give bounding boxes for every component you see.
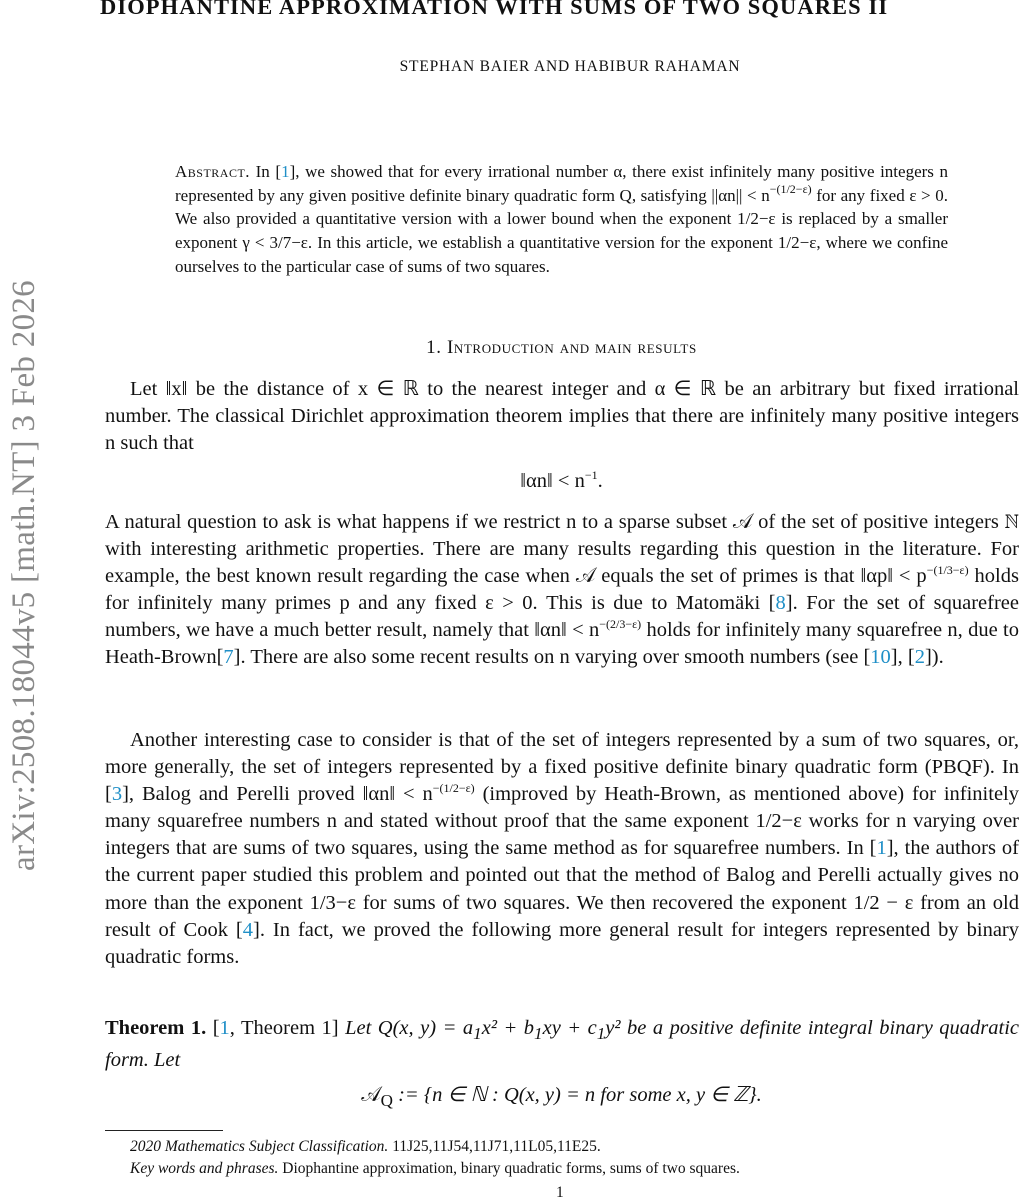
citation-link[interactable]: 1 <box>876 837 887 860</box>
citation-link[interactable]: 7 <box>223 646 234 669</box>
citation-link[interactable]: 2 <box>914 646 925 669</box>
citation-link[interactable]: 4 <box>242 918 253 941</box>
theorem-label: Theorem 1. <box>105 1017 207 1039</box>
footnote-divider <box>105 1130 223 1131</box>
display-equation-dirichlet: ‖αn‖ < $n^{-1}$. <box>520 468 603 492</box>
footnote-msc: 2020 Mathematics Subject Classification. 11J25,11J54,11J71,11L05,11E25. <box>130 1138 601 1155</box>
citation-link[interactable]: 3 <box>111 783 123 806</box>
paragraph-sums-of-two-squares: Another interesting case to consider is that of the set of integers represented by a sum of two squares, or, more generally, the set of integers represented by a fixed positive definite binary quadratic form (PBQF). In [3], Balog and Perelli proved ‖αn‖ < $n^{-(1/2-\varepsilon)}$ (improved by Heath-Brown, as mentioned above) for infinitely many squarefree numbers n and stated without proof that the same exponent 1/2−ε works for n varying over integers that are sums of two squares, using the same method as for squarefree numbers. In [1], the authors of the current paper studied this problem and pointed out that the method of Balog and Perelli actually gives no more than the exponent 1/3−ε for sums of two squares. We then recovered the exponent 1/2 − ε from an old result of Cook [4]. In fact, we proved the following more general result for integers represented by binary quadratic forms. <box>105 729 1020 968</box>
page-number: 1 <box>556 1184 564 1200</box>
paragraph-intro: Let ‖x‖ be the distance of x ∈ ℝ to the nearest integer and α ∈ ℝ be an arbitrary but fixed irrational number. The classical Dirichlet approximation theorem implies that there are infinitely many positive integers n such that <box>105 378 1019 455</box>
section-heading: 1. Introduction and main results <box>426 337 697 358</box>
abstract: Abstract. In [1], we showed that for every irrational number α, there exist infinitely many positive integers n represented by any given positive definite binary quadratic form Q, satisfying $||\alpha n|| < n^{-(1/2-\varepsilon)}$ for any fixed ε > 0. We also provided a quantitative version with a lower bound when the exponent 1/2−ε is replaced by a smaller exponent γ < 3/7−ε. In this article, we establish a quantitative version for the exponent 1/2−ε, where we confine ourselves to the particular case of sums of two squares. <box>175 162 949 276</box>
abstract-label: Abstract. <box>175 162 251 181</box>
citation-link[interactable]: 8 <box>775 592 786 615</box>
arxiv-identifier-stamp <box>4 200 44 950</box>
citation-link[interactable]: 10 <box>870 646 891 669</box>
arxiv-stamp-text: arXiv:2508.18044v5 [math.NT] 3 Feb 2026 <box>5 279 42 871</box>
citation-link[interactable]: 1 <box>219 1017 230 1039</box>
display-equation-aq: 𝒜$_Q$ := {n ∈ ℕ : Q(x, y) = n for some x, y ∈ ℤ}. <box>361 1084 762 1111</box>
theorem-1: Theorem 1. [1, Theorem 1] Let Q(x, $y) = a_1x^2 + b_1xy + c_1y^2$ be a positive definite integral binary quadratic form. Let <box>105 1017 1020 1072</box>
footnote-keywords: Key words and phrases. Diophantine approximation, binary quadratic forms, sums of two squares. <box>130 1160 740 1177</box>
paragraph-sparse-subsets: A natural question to ask is what happens if we restrict n to a sparse subset 𝒜 of the set of positive integers ℕ with interesting arithmetic properties. There are many results regarding this question in the literature. For example, the best known result regarding the case when 𝒜 equals the set of primes is that ‖αp‖ < $p^{-(1/3-\varepsilon)}$ holds for infinitely many primes p and any fixed ε > 0. This is due to Matomäki [8]. For the set of squarefree numbers, we have a much better result, namely that ‖αn‖ < $n^{-(2/3-\varepsilon)}$ holds for infinitely many squarefree n, due to Heath-Brown[7]. There are also some recent results on n varying over smooth numbers (see [10], [2]). <box>105 511 1019 669</box>
author-line: STEPHAN BAIER AND HABIBUR RAHAMAN <box>399 58 741 75</box>
paper-title: DIOPHANTINE APPROXIMATION WITH SUMS OF TWO SQUARES II <box>100 0 889 19</box>
citation-link[interactable]: 1 <box>281 162 290 181</box>
theorem-statement: Let Q(x, $y) = a_1x^2 + b_1xy + c_1y^2$ be a positive definite integral binary quadratic form. Let <box>105 1017 1020 1072</box>
